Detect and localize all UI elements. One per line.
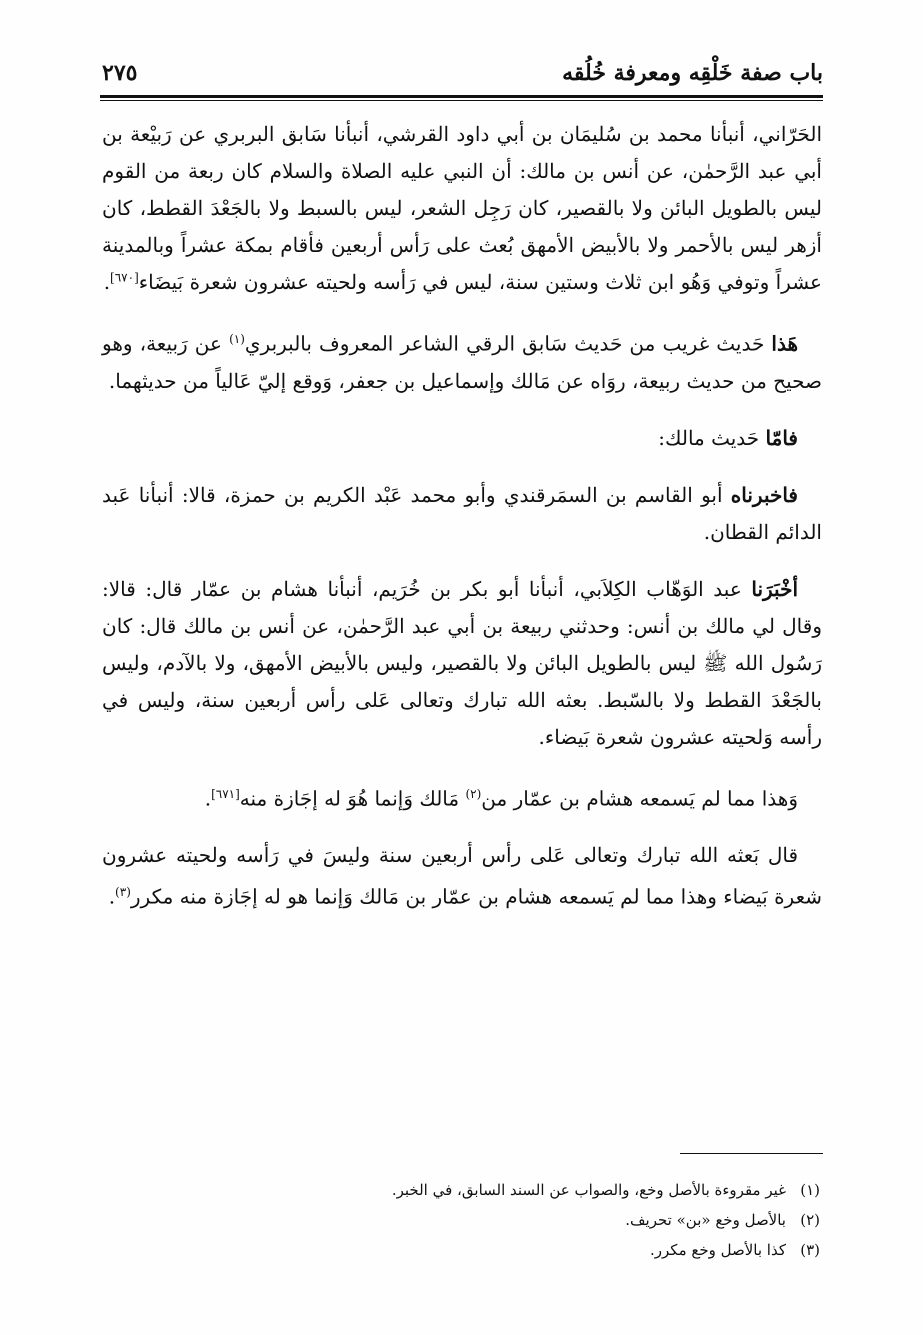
footnote-number: (٢): [800, 1211, 820, 1229]
page-number: ٢٧٥: [102, 60, 138, 86]
footnote-separator: [680, 1153, 823, 1154]
footnote: [100, 1205, 820, 1235]
paragraph-6-text-b: مَالك وَإنما هُوَ له إجَازة منه: [239, 786, 466, 811]
footnote-text: بالأصل وخع «بن» تحريف.: [625, 1211, 786, 1229]
paragraph-3: [102, 420, 822, 457]
paragraph-1-text: الحَرّاني، أنبأنا محمد بن سُليمَان بن أبي داود القرشي، أنبأنا سَابق البربري عن رَبيْعة بن أبي عبد الرَّحمٰن، عن أنس بن مالك: أن النبي عليه الصلاة والسلام كان ربعة من القوم ليس بالطويل البائن ولا بالقصير، كان رَجِل الشعر، ليس بالسبط ولا بالجَعْدَ القطط، كان أزهر ليس بالأحمر ولا بالأبيض الأمهق بُعث على رَأس أربعين فأقام بمكة عشراً وبالمدينة عشراً وتوفي وَهُو ابن ثلاث وستين سنة، ليس في رَأسه ولحيته عشرون شعرة بَيضَاء: [102, 122, 822, 294]
paragraph-7: [102, 837, 822, 916]
header-rule: [100, 95, 823, 98]
reference-number: [٦٧٠]: [110, 270, 139, 285]
paragraph-3-lead: فامّا: [765, 425, 798, 450]
paragraph-6-text-a: وَهذا مما لم يَسمعه هشام بن عمّار من: [481, 786, 798, 811]
chapter-title: باب صفة خَلْقِه ومعرفة خُلُقه: [562, 60, 823, 86]
main-text: [102, 116, 822, 916]
paragraph-4: [102, 477, 822, 551]
footnotes: [100, 1175, 820, 1265]
footnote-marker-1: (١): [229, 332, 245, 346]
paragraph-4-text: أبو القاسم بن السمَرقندي وأبو محمد عَبْد الكريم بن حمزة، قالا: أنبأنا عَبد الدائم القطان.: [102, 482, 822, 544]
paragraph-7-end: .: [108, 884, 116, 909]
paragraph-6-end: .: [204, 786, 212, 811]
paragraph-5-text: عبد الوَهّاب الكِلاَبي، أنبأنا أبو بكر بن خُرَيم، أنبأنا هشام بن عمّار قال: قالا: وقال لي مالك بن أنس: وحدثني ربيعة بن أبي عبد الرَّحمٰن، عن أنس بن مالك قال: كان رَسُول الله ﷺ ليس بالطويل البائن ولا بالقصير، وليس بالأبيض الأمهق، ولا بالآدم، وليس بالجَعْدَ القطط ولا بالسّبط. بعثه الله تبارك وتعالى عَلى رأس أربعين سنة، وليس في رأسه وَلحيته عشرون شعرة بَيضاء.: [102, 576, 822, 749]
footnote-marker-3: (٣): [115, 885, 131, 900]
footnote-number: (٣): [800, 1241, 820, 1259]
footnote-number: (١): [800, 1181, 820, 1199]
paragraph-2-lead: هَذا: [771, 331, 799, 356]
paragraph-4-lead: فاخبرناه: [730, 482, 798, 507]
paragraph-2-text-b: عن رَبيعة، وهو صحيح من حديث ربيعة، روَاه عن مَالك وإسماعيل بن جعفر، وَوقع إليّ عَالياً من حديثهما.: [102, 331, 822, 393]
header-rule-thin: [100, 100, 823, 101]
footnote: [100, 1175, 820, 1205]
footnote: [100, 1235, 820, 1265]
paragraph-1: [102, 116, 822, 301]
paragraph-5: [102, 571, 822, 756]
footnote-text: غير مقروءة بالأصل وخع، والصواب عن السند السابق، في الخبر.: [391, 1181, 786, 1199]
page-header: [100, 58, 823, 98]
paragraph-7-text: قال بَعثه الله تبارك وتعالى عَلى رأس أربعين سنة وليسَ في رَأسه ولحيته عشرون شعرة بَيضاء وهذا مما لم يَسمعه هشام بن عمّار بن مَالك وَإنما هو له إجَازة منه مكرر: [102, 843, 822, 909]
paragraph-2-text-a: حَديث غريب من حَديث سَابق الرقي الشاعر المعروف بالبربري: [244, 331, 772, 356]
reference-number: [٦٧١]: [211, 786, 240, 801]
footnote-marker-2: (٢): [465, 786, 482, 801]
footnote-text: كذا بالأصل وخع مكرر.: [650, 1241, 786, 1259]
paragraph-2: [102, 321, 822, 400]
paragraph-6: [102, 776, 822, 818]
paragraph-5-lead: أخْبَرَنا: [751, 576, 798, 601]
paragraph-3-text: حَديث مالك:: [658, 425, 766, 450]
paragraph-1-end: .: [103, 270, 111, 294]
